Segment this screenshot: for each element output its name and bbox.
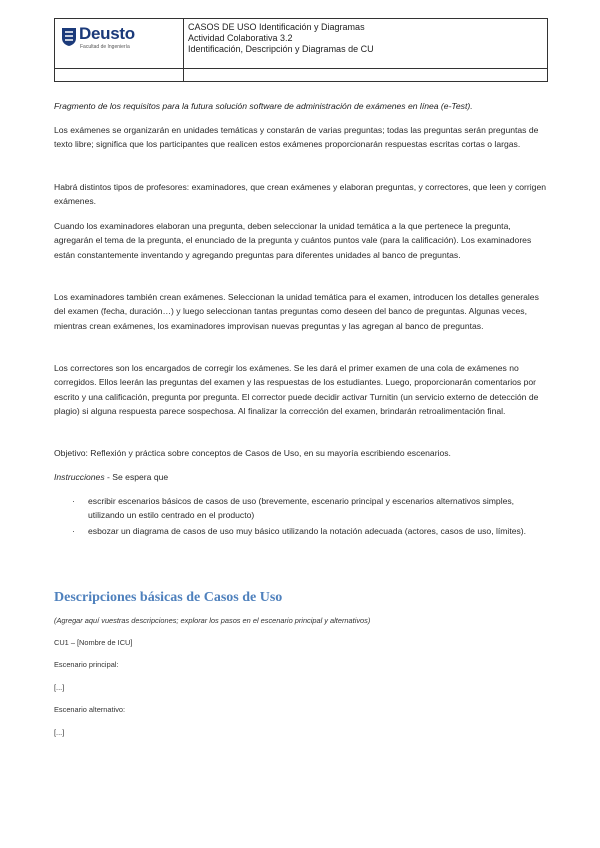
instructions-label: Instrucciones — [54, 472, 105, 482]
paragraph: Los exámenes se organizarán en unidades temáticas y constarán de varias preguntas; todas las preguntas serán preguntas de texto libre; significa que los participantes que realicen estos exámenes proporcionarán respuestas escritas cortas o largas. — [54, 125, 539, 150]
section-heading: Descripciones básicas de Casos de Uso — [54, 590, 283, 605]
main-scenario-placeholder: [...] — [54, 683, 65, 692]
instructions-line — [54, 470, 548, 484]
bullet-icon: · — [72, 496, 75, 506]
header-line-1: CASOS DE USO Identificación y Diagramas — [188, 22, 365, 32]
bullet-icon: · — [72, 525, 75, 536]
instructions-rest: - Se espera que — [104, 472, 169, 482]
paragraph: Habrá distintos tipos de profesores: examinadores, que crean exámenes y elaboran preguntas, y correctores, que leen y corrigen exámenes. — [54, 182, 547, 207]
bullet-text: esbozar un diagrama de casos de uso muy básico utilizando la notación adecuada (actores, casos de uso, límites). — [88, 525, 527, 536]
deusto-logo — [61, 25, 171, 65]
header-line-3: Identificación, Descripción y Diagramas de CU — [188, 44, 374, 54]
intro-text: Fragmento de los requisitos para la futura solución software de administración de exámenes en línea (e-Test). — [54, 101, 473, 111]
use-case-title: CU1 – [Nombre de ICU] — [54, 638, 133, 647]
bullet-list — [72, 494, 542, 539]
bullet-text: escribir escenarios básicos de casos de uso (brevemente, escenario principal y escenarios alternativos simples, utilizando un estilo centrado en el producto) — [88, 496, 515, 521]
alt-scenario-placeholder: [...] — [54, 728, 65, 737]
paragraph: Cuando los examinadores elaboran una pregunta, deben seleccionar la unidad temática a la que pertenece la pregunta, agregarán el tema de la pregunta, el enunciado de la pregunta y cuántos puntos vale (para la calificación). Los examinadores están constantemente inventando y agregando preguntas para diferentes unidades al banco de preguntas. — [54, 221, 532, 260]
main-scenario-label: Escenario principal: — [54, 660, 119, 669]
header-line-2: Actividad Colaborativa 3.2 — [188, 33, 293, 43]
header-empty-cell — [55, 69, 184, 81]
list-item — [72, 524, 542, 538]
header-info — [184, 19, 547, 68]
paragraph: Los examinadores también crean exámenes. Seleccionan la unidad temática para el examen, introducen los detalles generales del examen (fecha, duración…) y luego seleccionan tantas preguntas como deseen del banco de preguntas. Algunas veces, mientras crean exámenes, los examinadores improvisan nuevas preguntas y las agregan al banco de preguntas. — [54, 292, 539, 331]
alt-scenario-label: Escenario alternativo: — [54, 705, 126, 714]
paragraph: Los correctores son los encargados de corregir los exámenes. Se les dará el primer examen de una cola de exámenes no corregidos. Ellos leerán las preguntas del examen y las respuestas de los estudiantes. Luego, proporcionarán comentarios por escrito y una calificación, pregunta por pregunta. El corrector puede decidir activar Turnitin (un servicio externo de detección de plagio) si alguna respuesta parece sospechosa. Al finalizar la corrección del examen, brindarán retroalimentación final. — [54, 363, 539, 416]
logo-name: Deusto — [79, 24, 135, 43]
logo-cell — [55, 19, 184, 68]
objective-text: Objetivo: Reflexión y práctica sobre conceptos de Casos de Uso, en su mayoría escribiendo escenarios. — [54, 448, 451, 458]
list-item — [72, 494, 542, 523]
shield-icon — [61, 27, 77, 47]
section-note: (Agregar aquí vuestras descripciones; explorar los pasos en el escenario principal y alternativos) — [54, 616, 371, 625]
header-empty-row — [55, 68, 547, 81]
header-table — [54, 18, 548, 82]
logo-subtitle: Facultad de Ingeniería — [80, 44, 130, 50]
